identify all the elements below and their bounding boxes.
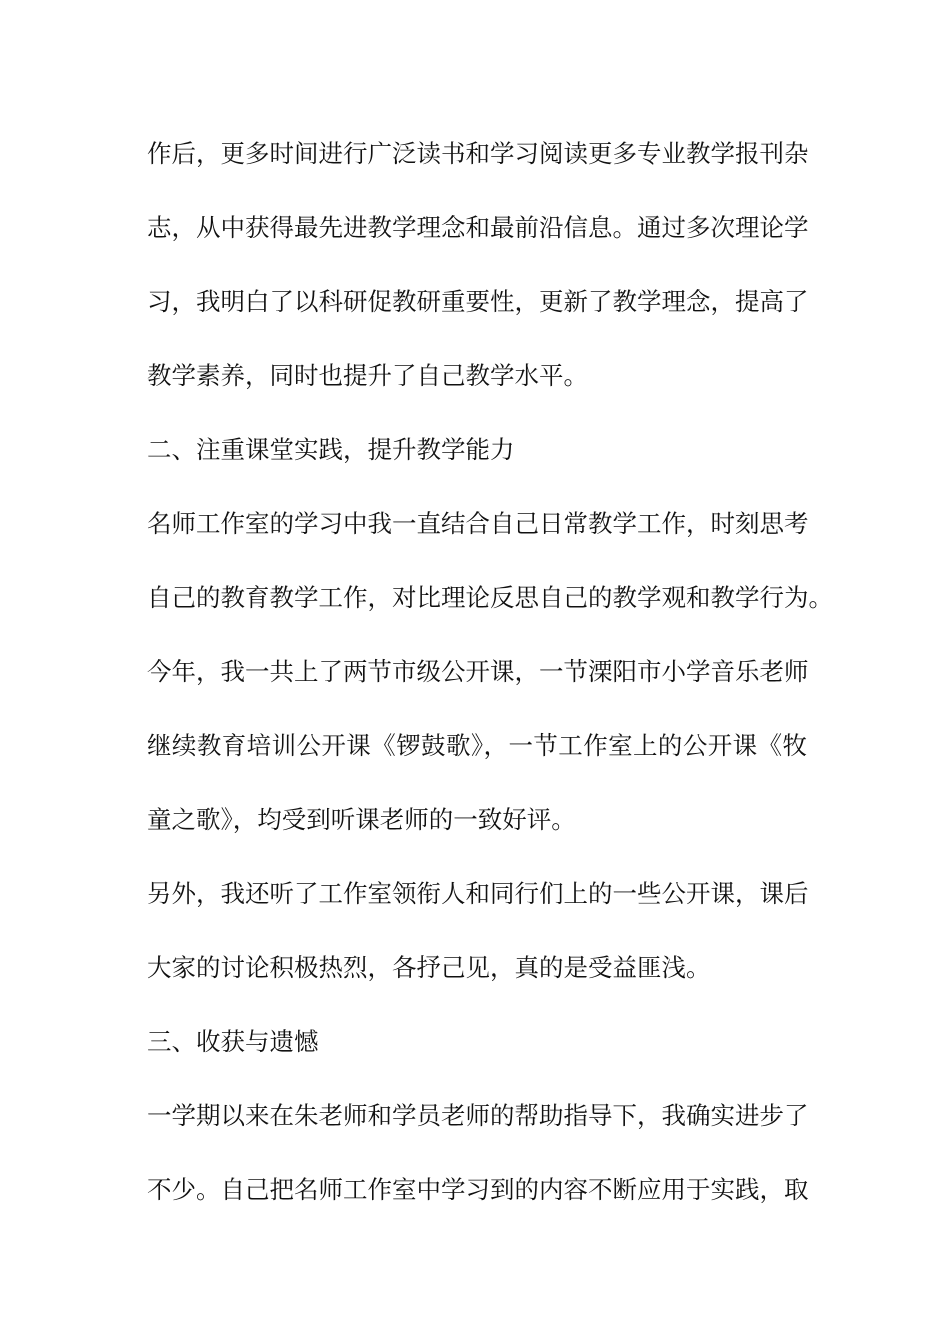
text-line: 名师工作室的学习中我一直结合自己日常教学工作，时刻思考 (147, 509, 809, 538)
text-line: 教学素养，同时也提升了自己教学水平。 (147, 361, 588, 390)
text-line: 大家的讨论积极热烈，各抒己见，真的是受益匪浅。 (147, 953, 711, 982)
text-line: 童之歌》，均受到听课老师的一致好评。 (147, 805, 576, 834)
text-line: 继续教育培训公开课《锣鼓歌》，一节工作室上的公开课《牧 (147, 731, 807, 760)
text-line: 习，我明白了以科研促教研重要性，更新了教学理念，提高了 (147, 287, 809, 316)
text-line: 另外，我还听了工作室领衔人和同行们上的一些公开课，课后 (147, 879, 809, 908)
text-line: 今年，我一共上了两节市级公开课，一节溧阳市小学音乐老师 (147, 657, 809, 686)
text-line: 自己的教育教学工作，对比理论反思自己的教学观和教学行为。 (147, 583, 833, 612)
section-heading: 三、收获与遗憾 (147, 1027, 319, 1056)
text-line: 一学期以来在朱老师和学员老师的帮助指导下，我确实进步了 (147, 1101, 809, 1130)
section-heading: 二、注重课堂实践，提升教学能力 (147, 435, 515, 464)
text-line: 志，从中获得最先进教学理念和最前沿信息。通过多次理论学 (147, 213, 809, 242)
text-line: 不少。自己把名师工作室中学习到的内容不断应用于实践，取 (147, 1175, 809, 1204)
text-line: 作后，更多时间进行广泛读书和学习阅读更多专业教学报刊杂 (147, 139, 809, 168)
